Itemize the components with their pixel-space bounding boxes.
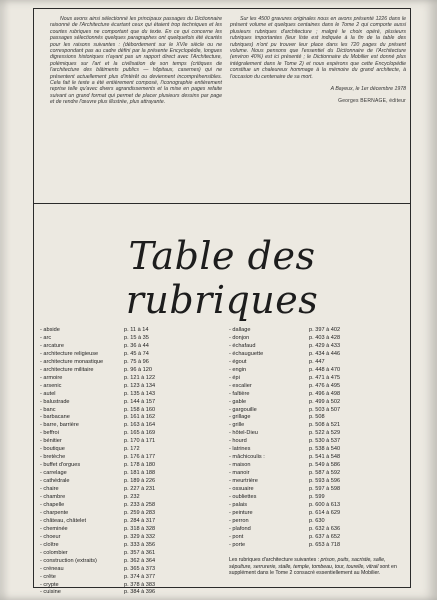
toc-entry (40, 558, 200, 566)
toc-entry (229, 438, 399, 446)
toc-entry (40, 502, 200, 510)
toc-pages: p. 508 (309, 414, 325, 421)
toc-term: - arc (40, 334, 52, 341)
toc-pages: p. 597 à 598 (309, 486, 341, 493)
toc-term: - maison (229, 462, 251, 469)
toc-pages: p. 158 à 160 (124, 406, 156, 413)
toc-entry (229, 359, 399, 367)
intro-right-paragraph: Sur les 4500 gravures originales nous en avons présenté 1226 dans le présent volume et quelques centaines dans le Tome 2 qui comporte aussi plusieurs rubriques d'architecture ; malgré le choix opéré, plusieurs rubriques importantes (leur liste est indiquée à la fin de la table des rubriques) n'ont pu trouver leur place dans les 720 pages du présent volume. Nous pensons que l'essentiel du Dictionnaire de l'Architecture (environ 40%) est ici présenté ; le Dictionnaire du Mobilier est donné plus intégralement dans le Tome 2) et nous espérons que cette Encyclopédie constitue un chaleureux hommage à la mémoire du grand architecte, à l'occasion du centenaire de sa mort. (230, 16, 406, 80)
toc-term: - engin (229, 366, 247, 373)
toc-term: - grille (229, 422, 245, 429)
toc-pages: p. 448 à 470 (309, 366, 341, 373)
toc-pages: p. 189 à 226 (124, 478, 156, 485)
toc-entry (40, 526, 200, 534)
toc-term: - chaire (40, 486, 59, 493)
toc-term: - cathédrale (40, 478, 70, 485)
toc-term: - banc (40, 406, 56, 413)
toc-pages: p. 318 à 328 (124, 525, 156, 532)
toc-term: - dallage (229, 327, 251, 333)
footnote-list: prison, puits, sacristie, salle, sépulture, serrurerie, stalle, temple, tombeau, tour, tourelle, vitrail (229, 557, 386, 570)
toc-entry (40, 589, 200, 597)
toc-entry (40, 414, 200, 422)
footnote-tail: sont en supplément dans le Tome 2 consacré essentiellement au Mobilier. (229, 563, 397, 577)
toc-pages: p. 434 à 446 (309, 350, 341, 357)
toc-term: - donjon (229, 334, 250, 341)
toc-term: - beffroi (40, 430, 59, 437)
toc-entry (40, 446, 200, 454)
toc-term: - peinture (229, 509, 253, 516)
toc-term: - architecture militaire (40, 366, 94, 373)
toc-entry (40, 407, 200, 415)
toc-pages: p. 593 à 596 (309, 478, 341, 485)
toc-pages: p. 632 à 636 (309, 525, 341, 532)
toc-pages: p. 165 à 169 (124, 430, 156, 437)
toc-pages: p. 365 à 373 (124, 565, 156, 572)
toc-term: - épi (229, 374, 240, 381)
toc-entry (40, 550, 200, 558)
toc-term: - hôtel-Dieu (229, 430, 258, 437)
toc-term: - construction (extraits) (40, 557, 97, 564)
toc-entry (40, 542, 200, 550)
toc-pages: p. 232 (124, 494, 140, 501)
toc-entry (229, 494, 399, 502)
toc-term: - charpente (40, 509, 69, 516)
toc-entry (40, 566, 200, 574)
toc-term: - bretèche (40, 454, 66, 461)
toc-entry (40, 343, 200, 351)
toc-pages: p. 374 à 377 (124, 573, 156, 580)
toc-term: - arcature (40, 342, 64, 349)
toc-pages: p. 163 à 164 (124, 422, 156, 429)
toc-entry (40, 510, 200, 518)
toc-entry (229, 422, 399, 430)
toc-term: - barbacane (40, 414, 70, 421)
page-title: Table des rubriques (125, 234, 319, 322)
toc-entry (40, 430, 200, 438)
toc-term: - autel (40, 390, 56, 397)
toc-entry (40, 383, 200, 391)
toc-entry (40, 438, 200, 446)
toc-pages: p. 357 à 361 (124, 549, 156, 556)
toc-term: - manoir (229, 470, 250, 477)
toc-term: - ossuaire (229, 486, 254, 493)
toc-term: - balustrade (40, 398, 70, 405)
toc-entry (40, 335, 200, 343)
toc-pages: p. 362 à 364 (124, 557, 156, 564)
toc-entry (229, 470, 399, 478)
toc-pages: p. 123 à 134 (124, 382, 156, 389)
toc-pages: p. 496 à 498 (309, 390, 341, 397)
toc-term: - gargouille (229, 406, 257, 413)
toc-pages: p. 637 à 652 (309, 533, 341, 540)
toc-entry (229, 367, 399, 375)
toc-pages: p. 471 à 475 (309, 374, 341, 381)
toc-pages: p. 176 à 177 (124, 454, 156, 461)
toc-pages: p. 530 à 537 (309, 438, 341, 445)
toc-term: - gable (229, 398, 247, 405)
toc-term: - perron (229, 517, 249, 524)
toc-pages: p. 614 à 629 (309, 509, 341, 516)
toc-entry (229, 518, 399, 526)
toc-pages: p. 144 à 157 (124, 398, 156, 405)
toc-term: - échafaud (229, 342, 256, 349)
toc-pages: p. 121 à 122 (124, 374, 156, 381)
toc-term: - carrelage (40, 470, 67, 477)
toc-entry (229, 446, 399, 454)
toc-entry (40, 494, 200, 502)
toc-pages: p. 333 à 356 (124, 541, 156, 548)
toc-entry (229, 478, 399, 486)
toc-pages: p. 503 à 507 (309, 406, 341, 413)
toc-term: - porte (229, 541, 246, 548)
toc-entry (40, 582, 200, 590)
toc-pages: p. 181 à 188 (124, 470, 156, 477)
toc-term: - hourd (229, 438, 247, 445)
toc-entry (229, 399, 399, 407)
toc-term: - égout (229, 358, 247, 365)
toc-entry (229, 335, 399, 343)
intro-left-column (50, 16, 222, 112)
toc-pages: p. 541 à 548 (309, 454, 341, 461)
toc-pages: p. 227 à 231 (124, 486, 156, 493)
toc-entry (229, 414, 399, 422)
intro-left-paragraph: Nous avons ainsi sélectionné les principaux passages du Dictionnaire raisonné de l'Architecture écartant ceux qui étaient trop techniques et les courtes rubriques ne comportant que du texte. En ce qui concerne les passages sélectionnés quelques paragraphes ont quelquefois été écartés pour les raisons suivantes : (débordement sur le XVIe siècle ou ne correspondant pas au cadre défini par la présente Encyclopédie, longues digressions historiques n'ayant pas un rapport direct avec l'Architecture, polémiques sur l'art et la civilisation de son temps (critiques de l'architecture des bâtiments publics — hôpitaux, casernes) qui ne présentent actuellement plus d'intérêt ou deviennent incompréhensibles. Cela fait le texte a été entièrement composé, l'iconographie entièrement reprise telle qu'avec divers agrandissements et la mise en pages refaite suivant un grand format qui permet de placer plusieurs dessins par page et de rendre l'œuvre plus illustrée, plus attrayante. (50, 16, 222, 106)
toc-term: - bénitier (40, 438, 62, 445)
toc-entry (229, 407, 399, 415)
toc-pages: p. 284 à 317 (124, 517, 156, 524)
toc-entry (40, 391, 200, 399)
toc-pages: p. 259 à 283 (124, 509, 156, 516)
toc-pages: p. 429 à 433 (309, 342, 341, 349)
toc-pages: p. 499 à 502 (309, 398, 341, 405)
toc-left-column (40, 327, 200, 597)
toc-pages: p. 384 à 396 (124, 589, 156, 596)
toc-pages: p. 522 à 529 (309, 430, 341, 437)
toc-entry (40, 327, 200, 335)
toc-term: - escalier (229, 382, 252, 389)
toc-term: - cheminée (40, 525, 68, 532)
toc-term: - échauguette (229, 350, 264, 357)
toc-entry (229, 510, 399, 518)
intro-right-column (230, 16, 406, 111)
toc-entry (229, 351, 399, 359)
toc-pages: p. 599 (309, 494, 325, 501)
toc-right-column (229, 327, 399, 550)
toc-term: - architecture monastique (40, 358, 104, 365)
toc-pages: p. 161 à 162 (124, 414, 156, 421)
toc-pages: p. 600 à 613 (309, 501, 341, 508)
toc-entry (40, 422, 200, 430)
toc-term: - arsenic (40, 382, 62, 389)
toc-entry (40, 351, 200, 359)
toc-pages: p. 538 à 540 (309, 446, 341, 453)
section-divider (34, 203, 410, 204)
toc-pages: p. 549 à 586 (309, 462, 341, 469)
toc-entry (40, 367, 200, 375)
toc-term: - crypte (40, 581, 59, 588)
toc-pages: p. 135 à 143 (124, 390, 156, 397)
toc-entry (229, 462, 399, 470)
toc-term: - chambre (40, 494, 66, 501)
toc-pages: p. 233 à 258 (124, 501, 156, 508)
toc-pages: p. 630 (309, 517, 325, 524)
page-frame (33, 8, 411, 596)
toc-pages: p. 45 à 74 (124, 350, 149, 357)
toc-term: - palais (229, 501, 248, 508)
toc-entry (229, 502, 399, 510)
toc-term: - oubliettes (229, 494, 257, 501)
toc-pages: p. 403 à 428 (309, 334, 341, 341)
toc-pages: p. 587 à 592 (309, 470, 341, 477)
toc-entry (40, 359, 200, 367)
toc-term: - cloître (40, 541, 59, 548)
toc-pages: p. 397 à 402 (309, 327, 341, 333)
toc-entry (229, 526, 399, 534)
toc-entry (40, 399, 200, 407)
toc-term: - colombier (40, 549, 68, 556)
toc-term: - choeur (40, 533, 61, 540)
toc-pages: p. 447 (309, 358, 325, 365)
toc-pages: p. 378 à 383 (124, 581, 156, 588)
toc-term: - chapelle (40, 501, 65, 508)
toc-pages: p. 476 à 495 (309, 382, 341, 389)
toc-term: - mâchicoulis : (229, 454, 265, 461)
toc-pages: p. 170 à 171 (124, 438, 156, 445)
toc-term: - pont (229, 533, 244, 540)
toc-pages: p. 36 à 44 (124, 342, 149, 349)
toc-entry (229, 430, 399, 438)
toc-pages: p. 172 (124, 446, 140, 453)
footnote-lead: Les rubriques d'architecture suivantes : (229, 557, 320, 563)
toc-entry (229, 542, 399, 550)
toc-term: - château, châtelet (40, 517, 87, 524)
toc-term: - crête (40, 573, 56, 580)
toc-pages: p. 653 à 718 (309, 541, 341, 548)
author-signature: Georges BERNAGE, éditeur (338, 98, 406, 105)
toc-entry (40, 454, 200, 462)
place-date: A Bayeux, le 1er décembre 1978 (330, 86, 406, 93)
toc-entry (229, 486, 399, 494)
toc-term: - grillage (229, 414, 251, 421)
toc-pages: p. 178 à 180 (124, 462, 156, 469)
toc-entry (40, 574, 200, 582)
toc-pages: p. 15 à 35 (124, 334, 149, 341)
toc-term: - abside (40, 327, 60, 333)
toc-entry (229, 343, 399, 351)
toc-entry (40, 462, 200, 470)
toc-entry (229, 454, 399, 462)
toc-entry (40, 486, 200, 494)
toc-entry (40, 470, 200, 478)
toc-pages: p. 11 à 14 (124, 327, 149, 333)
toc-term: - créneau (40, 565, 64, 572)
toc-pages: p. 329 à 332 (124, 533, 156, 540)
toc-entry (40, 534, 200, 542)
toc-entry (229, 383, 399, 391)
toc-entry (229, 375, 399, 383)
toc-term: - architecture religieuse (40, 350, 99, 357)
toc-entry (40, 518, 200, 526)
toc-term: - faîtière (229, 390, 250, 397)
toc-term: - armoire (40, 374, 63, 381)
toc-term: - boutique (40, 446, 65, 453)
toc-pages: p. 75 à 96 (124, 358, 149, 365)
footnote (229, 557, 407, 577)
toc-entry (40, 375, 200, 383)
toc-term: - barre, barrière (40, 422, 79, 429)
toc-entry (40, 478, 200, 486)
toc-entry (229, 391, 399, 399)
toc-pages: p. 96 à 120 (124, 366, 152, 373)
toc-pages: p. 508 à 521 (309, 422, 341, 429)
toc-term: - meurtrière (229, 478, 258, 485)
toc-term: - latrines (229, 446, 251, 453)
toc-term: - plafond (229, 525, 251, 532)
toc-term: - buffet d'orgues (40, 462, 81, 469)
toc-entry (229, 327, 399, 335)
toc-entry (229, 534, 399, 542)
toc-term: - cuisine (40, 589, 61, 596)
